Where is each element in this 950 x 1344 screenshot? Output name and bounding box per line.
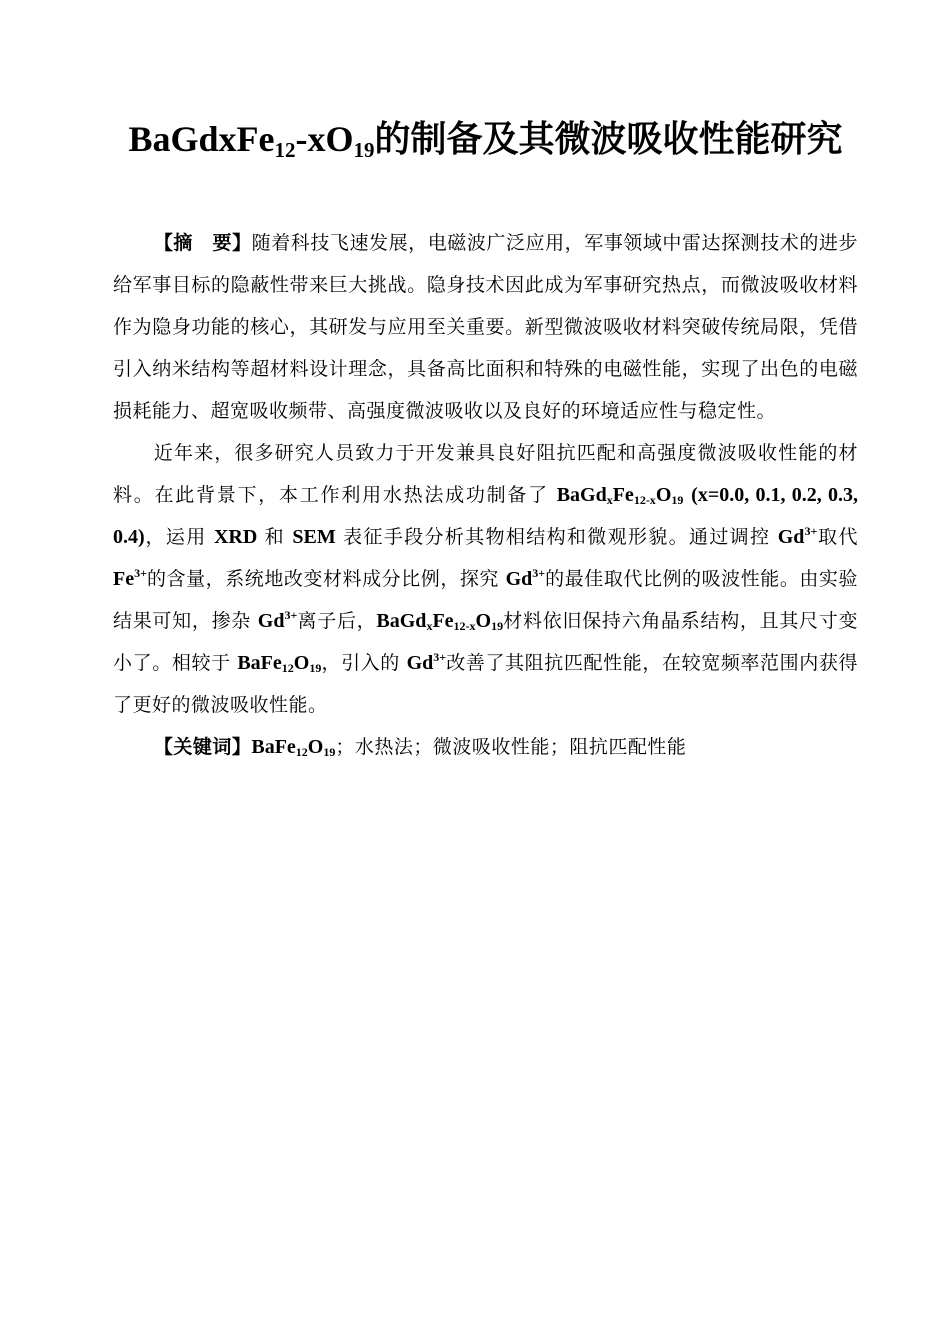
text-run: 取代 xyxy=(817,526,858,548)
text-run: 材料依旧保持六角晶系结构，且其尺寸变小了。相较于 xyxy=(113,610,858,674)
gd-ion xyxy=(506,568,546,590)
text-run: Gd xyxy=(406,652,434,674)
title-formula: -xO xyxy=(295,119,354,159)
text-run: Fe xyxy=(432,610,454,632)
x-values: (x=0.0, 0.1, 0.2, 0.3, 0.4) xyxy=(113,484,858,548)
text-run: Fe xyxy=(113,568,135,590)
fe-ion xyxy=(113,568,147,590)
keywords-list: ；水热法；微波吸收性能；阻抗匹配性能 xyxy=(335,736,687,758)
text-run: O xyxy=(307,736,324,758)
superscript: 3+ xyxy=(284,608,298,622)
text-run: ，引入的 xyxy=(321,652,407,674)
text-run: Gd xyxy=(505,568,533,590)
gd-ion xyxy=(407,652,447,674)
subscript: 19 xyxy=(309,661,322,675)
abstract-paragraph-2 xyxy=(113,432,858,726)
text-run: Gd xyxy=(257,610,285,632)
subscript: 12-x xyxy=(633,493,656,507)
text-run: O xyxy=(293,652,310,674)
text-run: O xyxy=(475,610,492,632)
text-run: O xyxy=(655,484,672,506)
text-run: 表征手段分析其物相结构和微观形貌。通过调控 xyxy=(335,526,778,548)
keywords-label: 【关键词】 xyxy=(153,736,252,758)
subscript: 12 xyxy=(281,661,294,675)
subscript: 19 xyxy=(671,493,684,507)
text-run: 改善了其阻抗匹配性能，在较宽频率范围内获得了更好的微波吸收性能。 xyxy=(113,652,858,716)
keyword-formula xyxy=(251,736,335,758)
subscript: x xyxy=(606,493,613,507)
text-run: 离子后， xyxy=(297,610,377,632)
abstract-paragraph-1 xyxy=(113,222,858,432)
subscript: x xyxy=(426,619,433,633)
formula-bagdfeo xyxy=(557,484,684,506)
text-run: BaGd xyxy=(376,610,427,632)
gd-ion xyxy=(258,610,298,632)
text-run: 和 xyxy=(257,526,293,548)
text-run: BaFe xyxy=(251,736,296,758)
superscript: 3+ xyxy=(532,566,546,580)
subscript: 19 xyxy=(491,619,504,633)
abstract-label: 【摘 要】 xyxy=(153,232,252,254)
title-subscript: 19 xyxy=(353,138,375,162)
title-text: 的制备及其微波吸收性能研究 xyxy=(374,119,843,160)
text-run: 的含量，系统地改变材料成分比例，探究 xyxy=(146,568,506,590)
subscript: 12 xyxy=(295,745,308,759)
text-run: 的最佳取代比例的吸波性能。由实验结果可知，掺杂 xyxy=(113,568,858,632)
subscript: 19 xyxy=(323,745,336,759)
text-run: BaFe xyxy=(237,652,282,674)
subscript: 12-x xyxy=(453,619,476,633)
title-subscript: 12 xyxy=(274,138,296,162)
keywords-paragraph xyxy=(113,726,858,768)
gd-ion xyxy=(778,526,818,548)
text-run: BaGd xyxy=(556,484,607,506)
formula-bafeo xyxy=(237,652,321,674)
formula-bagdfeo xyxy=(376,610,503,632)
superscript: 3+ xyxy=(804,524,818,538)
abstract-text: 随着科技飞速发展，电磁波广泛应用，军事领域中雷达探测技术的进步给军事目标的隐蔽性带来巨大挑战。隐身技术因此成为军事研究热点，而微波吸收材料作为隐身功能的核心，其研发与应用至关重要。新型微波吸收材料突破传统局限，凭借引入纳米结构等超材料设计理念，具备高比面积和特殊的电磁性能，实现了出色的电磁损耗能力、超宽吸收频带、高强度微波吸收以及良好的环境适应性与稳定性。 xyxy=(113,232,858,422)
superscript: 3+ xyxy=(433,650,447,664)
title-formula: BaGdxFe xyxy=(128,119,275,159)
page-title xyxy=(113,115,858,168)
sem-term: SEM xyxy=(292,526,336,548)
abstract-section xyxy=(113,222,858,768)
text-run: Fe xyxy=(612,484,634,506)
superscript: 3+ xyxy=(134,566,147,580)
xrd-term: XRD xyxy=(213,526,258,548)
text-run: Gd xyxy=(777,526,805,548)
text-run: 近年来，很多研究人员致力于开发兼具良好阻抗匹配和高强度微波吸收性能的材料。在此背景下，本工作利用水热法成功制备了 xyxy=(113,442,858,506)
text-run: ，运用 xyxy=(144,526,214,548)
